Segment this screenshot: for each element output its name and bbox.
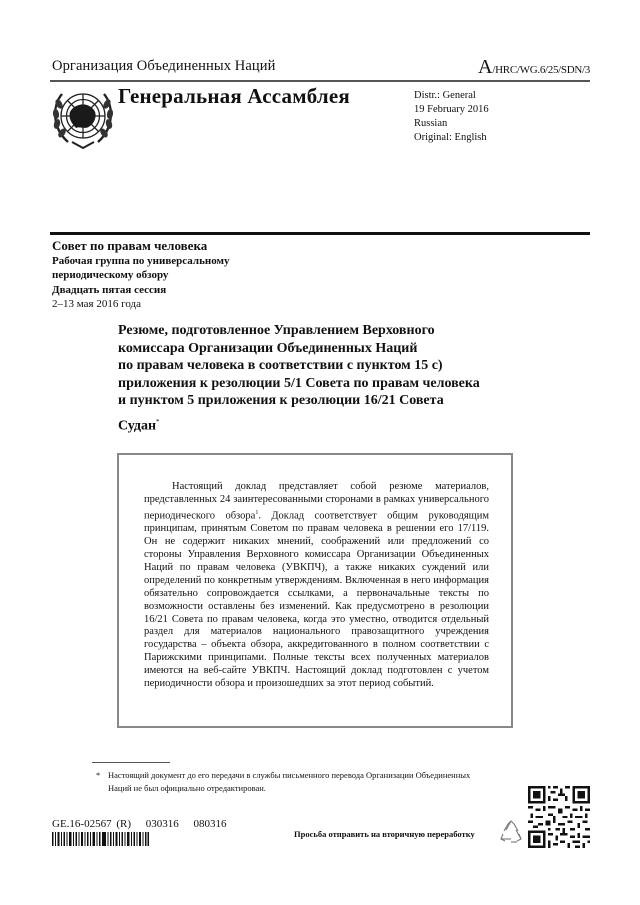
recycle-text: Просьба отправить на вторичную переработку	[294, 829, 475, 839]
summary-box	[117, 453, 513, 728]
recycle-icon	[500, 820, 522, 844]
title-line: Резюме, подготовленное Управлением Верховного	[118, 323, 435, 338]
job-date-1: 030316	[145, 818, 179, 830]
council-name: Совет по правам человека	[52, 238, 208, 253]
working-group-line1: Рабочая группа по универсальному	[52, 254, 230, 267]
working-group-line2: периодическому обзору	[52, 269, 169, 281]
organization-name: Организация Объединенных Наций	[52, 58, 276, 74]
summary-text-part2: . Доклад соответствует общим руководящим принципам, принятым Советом по правам человека в решении его 17/119. Он не содержит никаких мнений, соображений или предложений со стороны Управления Верховного комиссара Организации Объединенных Наций по правам человека (УВКПЧ), а также никаких суждений или определений по конкретным утверждениям. Включенная в него информация обязательно сопровождается ссылками, а первоначальные тексты по возможности оставлены без изменений. Как предусмотрено в резолюции 16/21 Совета по правам человека, когда это уместно, отводится отдельный раздел для материалов национального правозащитного учреждения государства – объекта обзора, аккредитованного в полном соответствии с Парижскими принципами. Полные тексты всех полученных материалов имеются на веб-сайте УВКПЧ. Настоящий доклад подготовлен с учетом периодичности обзора и произошедших за этот период событий.	[144, 510, 489, 690]
distr-date: 19 February 2016	[414, 104, 489, 115]
session-name: Двадцать пятая сессия	[52, 283, 167, 296]
summary-paragraph	[144, 481, 489, 691]
qr-code-icon	[528, 786, 590, 848]
title-line: приложения к резолюции 5/1 Совета по правам человека	[118, 375, 480, 391]
title-line: комиссара Организации Объединенных Наций	[118, 340, 418, 356]
section-rule	[50, 232, 590, 235]
title-line: по правам человека в соответствии с пунктом 15 c)	[118, 358, 443, 373]
country-footnote-mark: *	[156, 418, 160, 426]
distr-language: Russian	[414, 118, 448, 129]
footnote-rule	[92, 762, 170, 763]
job-number-line	[52, 818, 237, 830]
summary-text-part1: Настоящий доклад представляет собой резюме материалов, представленных 24 заинтересованными сторонами в рамках универсального периодического обзора	[144, 481, 489, 522]
distribution-info	[414, 89, 489, 145]
footnote	[96, 769, 488, 794]
footnote-text: Настоящий документ до его передачи в службы письменного перевода Организации Объединенных Наций не был официально отредактирован.	[108, 770, 471, 793]
title-line: и пунктом 5 приложения к резолюции 16/21 Совета	[118, 393, 444, 408]
meeting-info	[52, 239, 230, 312]
document-symbol	[478, 56, 590, 79]
distr-type: Distr.: General	[414, 90, 476, 101]
document-title	[118, 322, 538, 410]
session-dates: 2–13 мая 2016 года	[52, 298, 141, 310]
footnote-mark: *	[96, 770, 101, 780]
job-date-2: 080316	[193, 818, 227, 830]
summary-footnote-ref[interactable]: 1	[255, 509, 259, 516]
header-rule	[50, 80, 590, 82]
un-emblem-icon	[50, 82, 116, 152]
barcode-icon	[52, 832, 149, 846]
symbol-rest: /HRC/WG.6/25/SDN/3	[492, 64, 590, 76]
job-number: GE.16-02567 (R)	[52, 818, 131, 830]
distr-original: Original: English	[414, 132, 487, 143]
country-heading	[118, 418, 160, 435]
symbol-prefix: A	[477, 56, 493, 78]
body-name: Генеральная Ассамблея	[118, 84, 350, 108]
country-name: Судан	[118, 418, 157, 434]
